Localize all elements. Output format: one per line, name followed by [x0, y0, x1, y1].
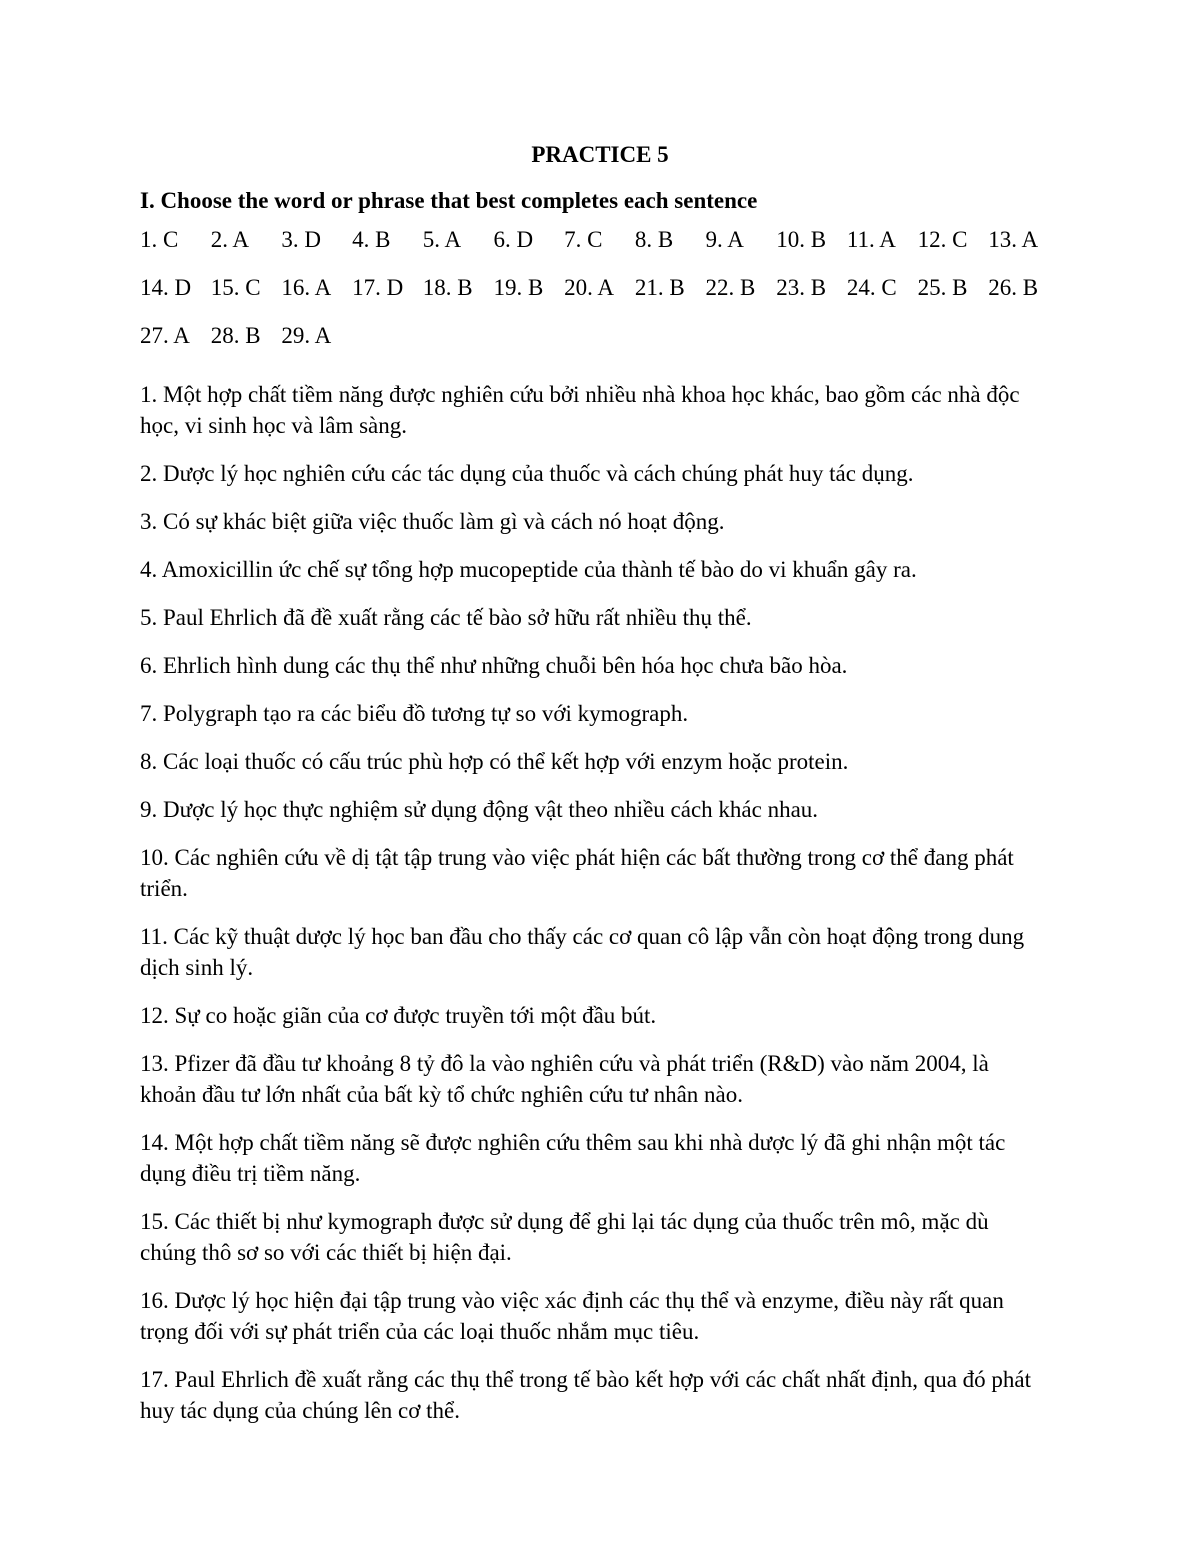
sentence-item: 7. Polygraph tạo ra các biểu đồ tương tự so với kymograph. [140, 701, 689, 726]
answer-item: 25. B [917, 275, 968, 300]
answer-item: 20. A [564, 275, 614, 300]
answer-item: 29. A [281, 323, 332, 348]
answer-item: 21. B [634, 275, 685, 300]
sentence-item: 16. Dược lý học hiện đại tập trung vào việc xác định các thụ thể và enzyme, điều này rất quan trọng đối với sự phát triển của các loại thuốc nhắm mục tiêu. [140, 1288, 1004, 1344]
answer-item: 12. C [917, 227, 968, 252]
page-title: PRACTICE 5 [531, 142, 669, 167]
sentence-item: 4. Amoxicillin ức chế sự tổng hợp mucopeptide của thành tế bào do vi khuẩn gây ra. [140, 557, 917, 582]
answer-item: 26. B [988, 275, 1039, 300]
document-page [140, 140, 1060, 1443]
answer-item: 15. C [210, 275, 261, 300]
answer-item: 22. B [705, 275, 756, 300]
answer-item: 23. B [776, 275, 827, 300]
sentence-item: 8. Các loại thuốc có cấu trúc phù hợp có thể kết hợp với enzym hoặc protein. [140, 749, 849, 774]
sentence-item: 6. Ehrlich hình dung các thụ thể như những chuỗi bên hóa học chưa bão hòa. [140, 653, 848, 678]
sentence-item: 9. Dược lý học thực nghiệm sử dụng động vật theo nhiều cách khác nhau. [140, 797, 819, 822]
sentence-item: 5. Paul Ehrlich đã đề xuất rằng các tế bào sở hữu rất nhiều thụ thể. [140, 605, 752, 630]
answer-item: 9. A [705, 227, 744, 252]
answer-item: 10. B [776, 227, 827, 252]
sentence-item: 13. Pfizer đã đầu tư khoảng 8 tỷ đô la vào nghiên cứu và phát triển (R&D) vào năm 2004, là khoản đầu tư lớn nhất của bất kỳ tổ chức nghiên cứu tư nhân nào. [140, 1051, 989, 1107]
answer-item: 17. D [352, 275, 404, 300]
section-heading: I. Choose the word or phrase that best completes each sentence [140, 188, 758, 213]
sentence-item: 14. Một hợp chất tiềm năng sẽ được nghiên cứu thêm sau khi nhà dược lý đã ghi nhận một tác dụng điều trị tiềm năng. [140, 1130, 1006, 1186]
answer-item: 14. D [140, 275, 192, 300]
sentence-item: 15. Các thiết bị như kymograph được sử dụng để ghi lại tác dụng của thuốc trên mô, mặc dù chúng thô sơ so với các thiết bị hiện đại. [140, 1209, 989, 1265]
answer-item: 24. C [846, 275, 897, 300]
answer-item: 1. C [140, 227, 179, 252]
answer-item: 6. D [493, 227, 534, 252]
answer-key [140, 225, 1060, 369]
answer-item: 4. B [352, 227, 391, 252]
answer-item: 11. A [846, 227, 896, 252]
answer-item: 5. A [422, 227, 462, 252]
answer-item: 7. C [564, 227, 603, 252]
sentence-list [140, 379, 1060, 1426]
answer-item: 2. A [210, 227, 250, 252]
answer-item: 13. A [988, 227, 1039, 252]
answer-item: 28. B [210, 323, 261, 348]
answer-item: 16. A [281, 275, 332, 300]
answer-item: 18. B [422, 275, 473, 300]
sentence-item: 1. Một hợp chất tiềm năng được nghiên cứu bởi nhiều nhà khoa học khác, bao gồm các nhà độc học, vi sinh học và lâm sàng. [140, 382, 1020, 438]
answer-item: 27. A [140, 323, 190, 348]
answer-item: 19. B [493, 275, 544, 300]
sentence-item: 10. Các nghiên cứu về dị tật tập trung vào việc phát hiện các bất thường trong cơ thể đang phát triển. [140, 845, 1014, 901]
sentence-item: 11. Các kỹ thuật dược lý học ban đầu cho thấy các cơ quan cô lập vẫn còn hoạt động trong dung dịch sinh lý. [140, 924, 1025, 980]
sentence-item: 17. Paul Ehrlich đề xuất rằng các thụ thể trong tế bào kết hợp với các chất nhất định, qua đó phát huy tác dụng của chúng lên cơ thể. [140, 1367, 1032, 1423]
sentence-item: 2. Dược lý học nghiên cứu các tác dụng của thuốc và cách chúng phát huy tác dụng. [140, 461, 914, 486]
answer-item: 8. B [634, 227, 674, 252]
answer-item: 3. D [281, 227, 321, 252]
sentence-item: 3. Có sự khác biệt giữa việc thuốc làm gì và cách nó hoạt động. [140, 509, 725, 534]
sentence-item: 12. Sự co hoặc giãn của cơ được truyền tới một đầu bút. [140, 1003, 657, 1028]
